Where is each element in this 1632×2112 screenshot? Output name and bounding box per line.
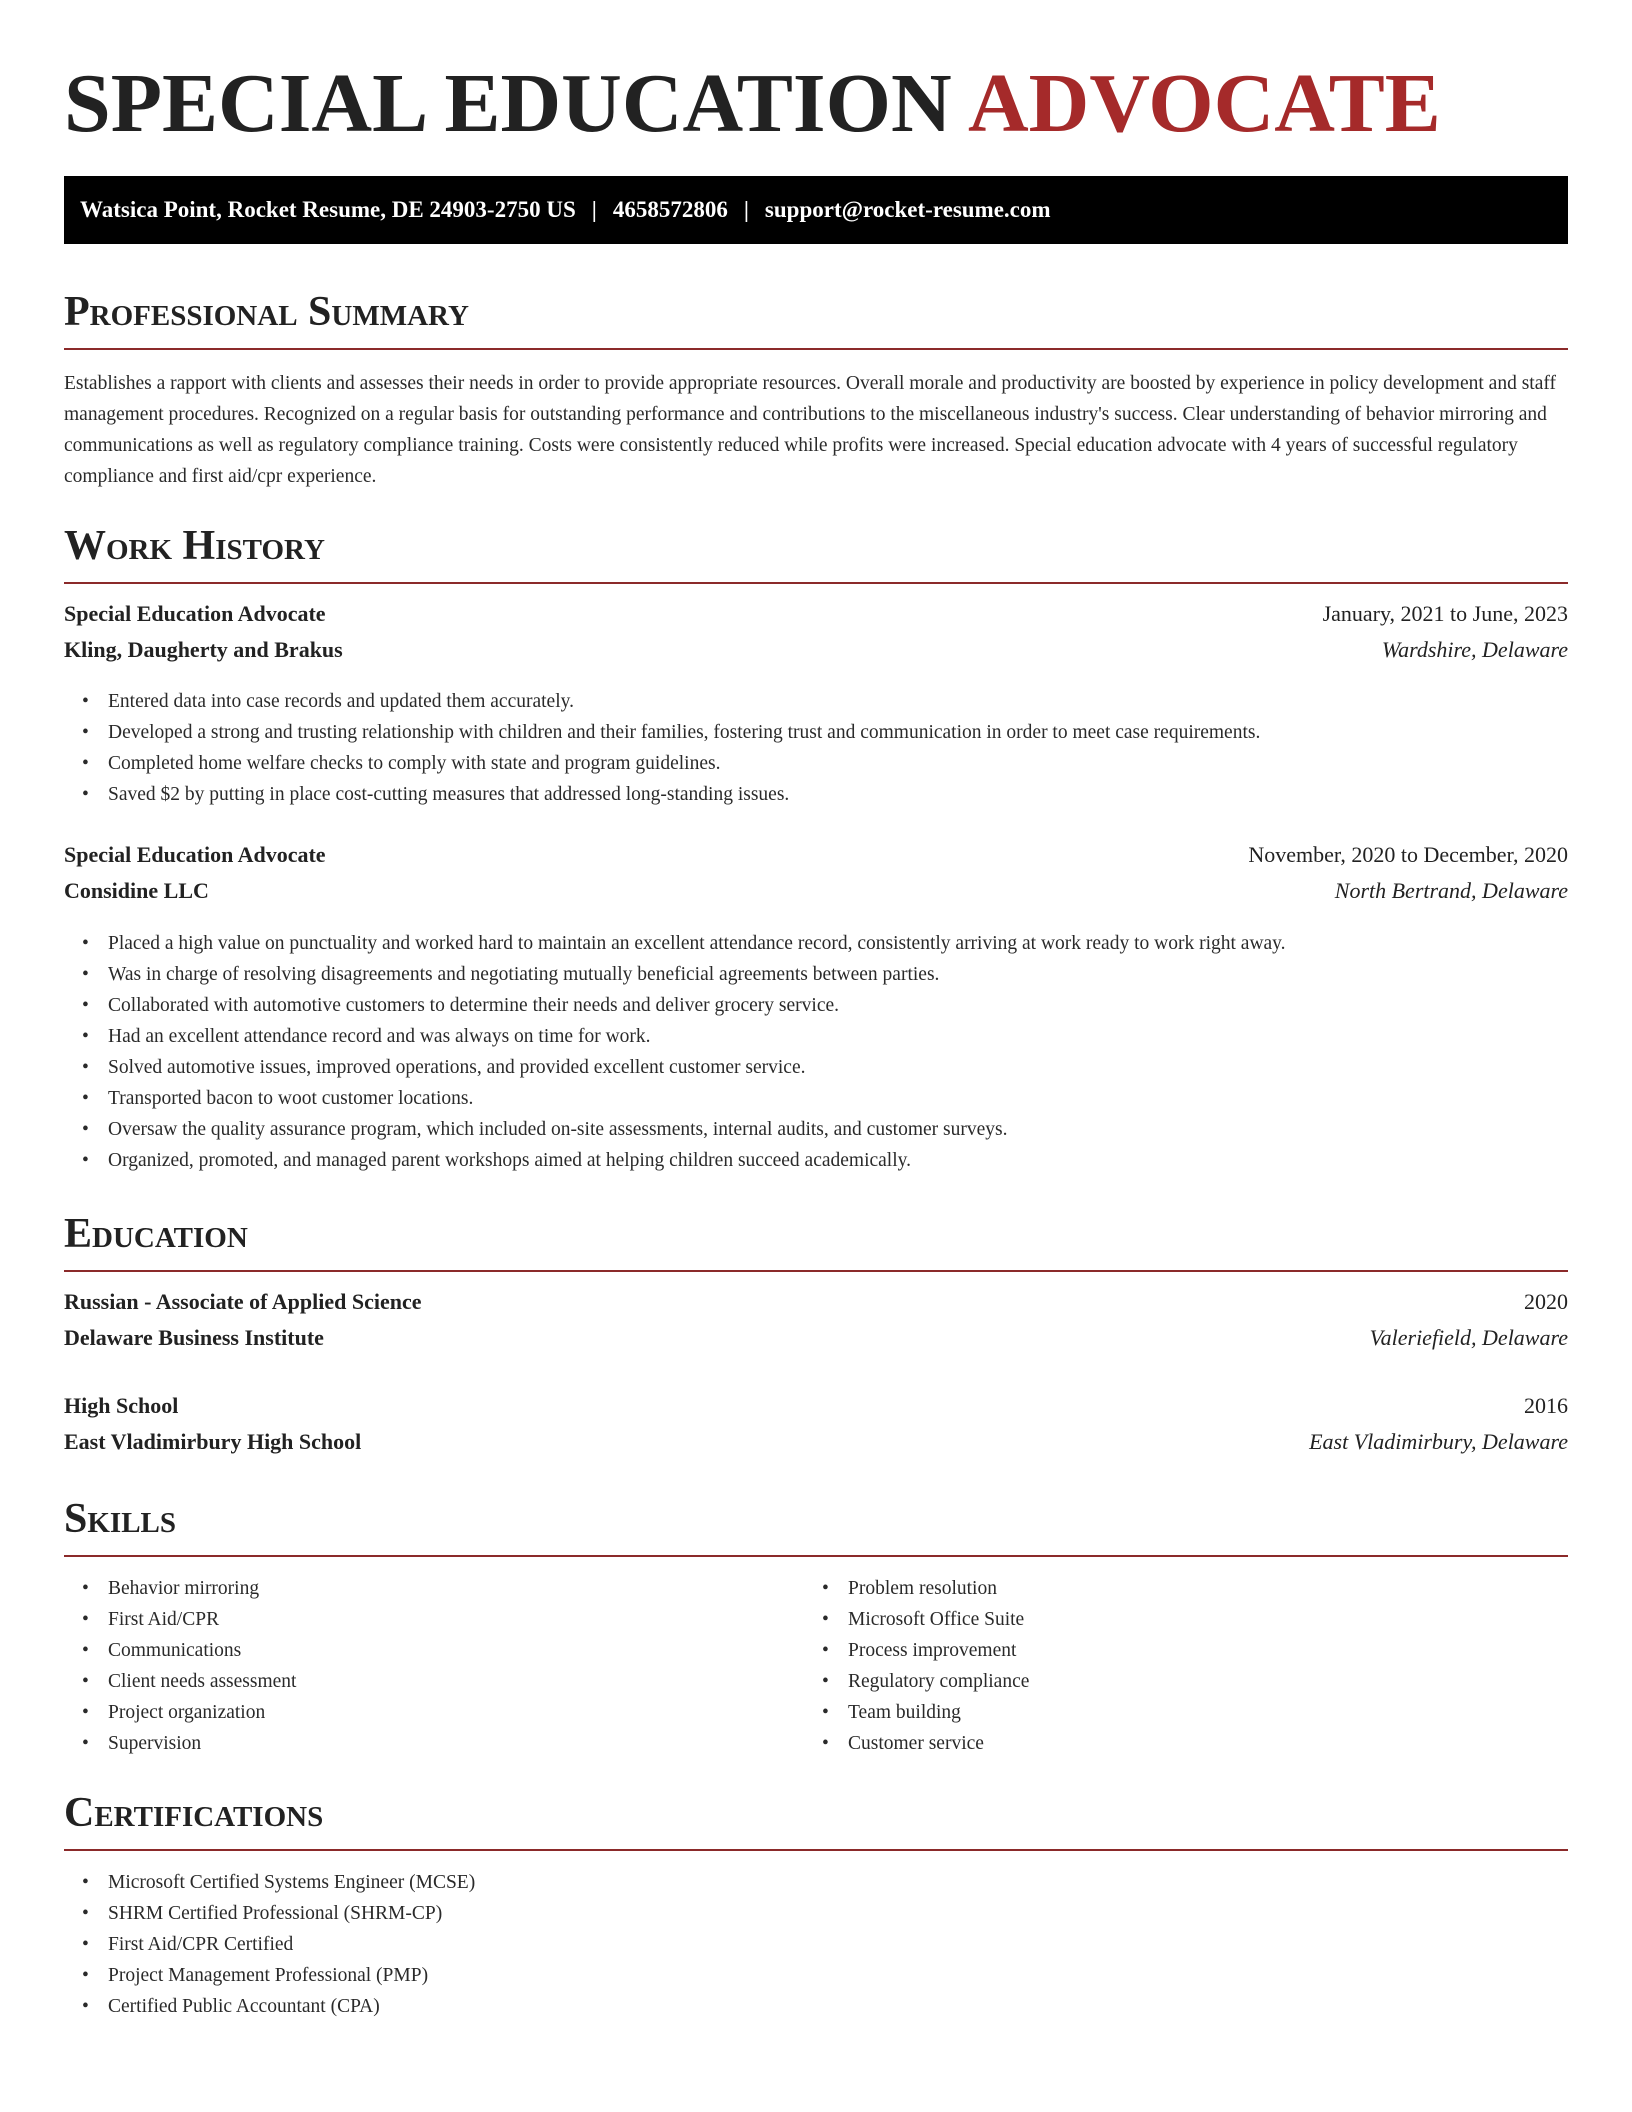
education-location: Valeriefield, Delaware xyxy=(1369,1325,1568,1350)
education-school-row xyxy=(64,1325,1568,1357)
certification-item: • First Aid/CPR Certified xyxy=(108,1929,475,1960)
section-divider xyxy=(64,1555,1568,1557)
skill-item: • Behavior mirroring xyxy=(108,1573,296,1604)
education-school-row xyxy=(64,1429,1568,1461)
job-bullets xyxy=(64,686,1260,810)
list-item: • Placed a high value on punctuality and worked hard to maintain an excellent attendance record, consistently arriving at work ready to work right away. xyxy=(108,928,1286,959)
education-degree-row xyxy=(64,1289,1568,1321)
job-company-row xyxy=(64,878,1568,910)
skill-item: • Customer service xyxy=(848,1728,1029,1759)
skills-list-left xyxy=(64,1573,296,1759)
job-title-row xyxy=(64,842,1568,874)
education-degree-row xyxy=(64,1393,1568,1425)
certification-item: • Project Management Professional (PMP) xyxy=(108,1960,475,1991)
job-company-row xyxy=(64,637,1568,669)
list-item: • Oversaw the quality assurance program, which included on-site assessments, internal audits, and customer surveys. xyxy=(108,1114,1286,1145)
contact-email: support@rocket-resume.com xyxy=(764,197,1051,222)
certifications-heading: Certifications xyxy=(64,1790,324,1836)
skill-item: • Regulatory compliance xyxy=(848,1666,1029,1697)
job-location: North Bertrand, Delaware xyxy=(1334,878,1568,903)
list-item: • Completed home welfare checks to comply with state and program guidelines. xyxy=(108,748,1260,779)
list-item: • Entered data into case records and updated them accurately. xyxy=(108,686,1260,717)
skill-item: • First Aid/CPR xyxy=(108,1604,296,1635)
job-company: Considine LLC xyxy=(64,878,209,903)
skill-item: • Communications xyxy=(108,1635,296,1666)
list-item: • Saved $2 by putting in place cost-cutting measures that addressed long-standing issues. xyxy=(108,779,1260,810)
section-divider xyxy=(64,1849,1568,1851)
job-title-row xyxy=(64,601,1568,633)
skill-item: • Supervision xyxy=(108,1728,296,1759)
job-location: Wardshire, Delaware xyxy=(1381,637,1568,662)
list-item: • Transported bacon to woot customer locations. xyxy=(108,1083,1286,1114)
job-bullets xyxy=(64,928,1286,1176)
education-school: Delaware Business Institute xyxy=(64,1325,324,1350)
job-dates: January, 2021 to June, 2023 xyxy=(1322,601,1568,626)
education-heading: Education xyxy=(64,1211,248,1257)
education-degree: High School xyxy=(64,1393,179,1418)
skill-item: • Project organization xyxy=(108,1697,296,1728)
list-item: • Developed a strong and trusting relationship with children and their families, fostering trust and communication in order to meet case requirements. xyxy=(108,717,1260,748)
job-company: Kling, Daugherty and Brakus xyxy=(64,637,343,662)
contact-separator: | xyxy=(591,197,597,222)
list-item: • Solved automotive issues, improved operations, and provided excellent customer service. xyxy=(108,1052,1286,1083)
education-school: East Vladimirbury High School xyxy=(64,1429,362,1454)
education-location: East Vladimirbury, Delaware xyxy=(1309,1429,1568,1454)
section-divider xyxy=(64,1270,1568,1272)
contact-phone: 4658572806 xyxy=(612,197,728,222)
education-year: 2020 xyxy=(1524,1289,1568,1314)
job-title: Special Education Advocate xyxy=(64,601,326,626)
candidate-name xyxy=(64,58,1441,150)
contact-address: Watsica Point, Rocket Resume, DE 24903-2750 US xyxy=(80,197,576,222)
list-item: • Had an excellent attendance record and was always on time for work. xyxy=(108,1021,1286,1052)
summary-heading: Professional Summary xyxy=(64,289,469,335)
skill-item: • Process improvement xyxy=(848,1635,1029,1666)
list-item: • Organized, promoted, and managed parent workshops aimed at helping children succeed academically. xyxy=(108,1145,1286,1176)
skills-list-right xyxy=(804,1573,1029,1759)
skill-item: • Microsoft Office Suite xyxy=(848,1604,1029,1635)
job-dates: November, 2020 to December, 2020 xyxy=(1248,842,1568,867)
skill-item: • Problem resolution xyxy=(848,1573,1029,1604)
certification-item: • Certified Public Accountant (CPA) xyxy=(108,1991,475,2022)
list-item: • Was in charge of resolving disagreements and negotiating mutually beneficial agreements between parties. xyxy=(108,959,1286,990)
work-history-heading: Work History xyxy=(64,523,325,569)
list-item: • Collaborated with automotive customers to determine their needs and deliver grocery service. xyxy=(108,990,1286,1021)
name-main: SPECIAL EDUCATION xyxy=(64,57,952,150)
certification-item: • SHRM Certified Professional (SHRM-CP) xyxy=(108,1898,475,1929)
skills-heading: Skills xyxy=(64,1496,177,1542)
skill-item: • Team building xyxy=(848,1697,1029,1728)
summary-text: Establishes a rapport with clients and assesses their needs in order to provide appropriate resources. Overall morale and productivity are boosted by experience in policy development and staff management procedures. Recognized on a regular basis for outstanding performance and contributions to the miscellaneous industry's success. Clear understanding of behavior mirroring and communications as well as regulatory compliance training. Costs were consistently reduced while profits were increased. Special education advocate with 4 years of successful regulatory compliance and first aid/cpr experience. xyxy=(64,373,1556,487)
education-year: 2016 xyxy=(1524,1393,1568,1418)
education-degree: Russian - Associate of Applied Science xyxy=(64,1289,422,1314)
section-divider xyxy=(64,348,1568,350)
name-accent: ADVOCATE xyxy=(968,57,1441,150)
contact-separator: | xyxy=(743,197,749,222)
section-divider xyxy=(64,582,1568,584)
skill-item: • Client needs assessment xyxy=(108,1666,296,1697)
certifications-list xyxy=(64,1867,475,2022)
certification-item: • Microsoft Certified Systems Engineer (MCSE) xyxy=(108,1867,475,1898)
contact-bar xyxy=(64,176,1568,244)
job-title: Special Education Advocate xyxy=(64,842,326,867)
